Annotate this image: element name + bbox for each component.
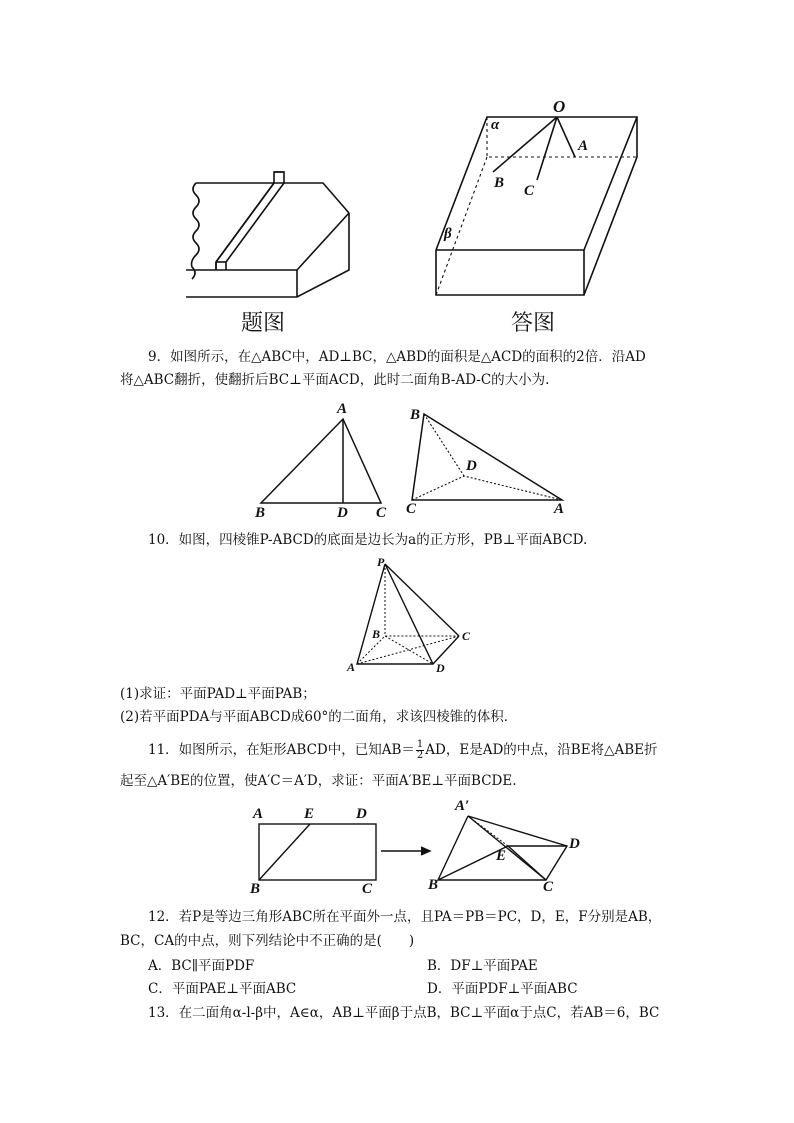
q9-fold-label-C: C bbox=[406, 501, 417, 517]
q9-label-C: C bbox=[376, 505, 387, 521]
q9-line-1: 9．如图所示，在△ABC中，AD⊥BC，△ABD的面积是△ACD的面积的2倍．沿AD bbox=[148, 349, 646, 365]
q11-fold-label-E: E bbox=[496, 848, 507, 864]
q9-label-B: B bbox=[255, 505, 266, 521]
q11-line-1-end: AD，E是AD的中点，沿BE将△ABE折 bbox=[425, 742, 658, 758]
q12-line-1: 12．若P是等边三角形ABC所在平面外一点，且PA＝PB＝PC，D，E，F分别是AB， bbox=[148, 909, 662, 925]
label-O: O bbox=[553, 97, 566, 116]
q13-line-1: 13．在二面角α-l-β中，A∈α，AB⊥平面β于点B，BC⊥平面α于点C，若AB＝6，BC bbox=[148, 1005, 660, 1021]
q11-fraction-numerator: 1 bbox=[416, 739, 424, 750]
q11-fold-label-A1: A′ bbox=[455, 798, 470, 814]
q10-label-C: C bbox=[462, 629, 471, 643]
figure-caption-answer: 答图 bbox=[511, 311, 556, 336]
q12-option-B: B．DF⊥平面PAE bbox=[427, 958, 538, 974]
q9-label-A: A bbox=[337, 401, 348, 417]
q10-label-P: P bbox=[377, 555, 385, 569]
q11-label-E: E bbox=[304, 806, 315, 822]
q12-line-2: BC，CA的中点，则下列结论中不正确的是( ) bbox=[120, 933, 415, 949]
q11-fold-label-B: B bbox=[428, 877, 439, 893]
label-beta: β bbox=[444, 226, 452, 242]
q11-line-2: 起至△A′BE的位置，使A′C＝A′D，求证：平面A′BE⊥平面BCDE. bbox=[120, 773, 517, 789]
q9-fold-label-D: D bbox=[466, 458, 477, 474]
q11-fraction-denominator: 2 bbox=[416, 750, 424, 761]
label-A: A bbox=[578, 138, 589, 154]
q12-option-D: D．平面PDF⊥平面ABC bbox=[427, 981, 578, 997]
q11-label-D: D bbox=[356, 806, 367, 822]
label-C: C bbox=[524, 183, 535, 199]
q12-option-A: A．BC∥平面PDF bbox=[148, 958, 255, 974]
q10-label-B: B bbox=[372, 627, 381, 641]
q11-fold-label-D: D bbox=[569, 836, 580, 852]
q10-label-D: D bbox=[436, 661, 445, 675]
q11-line-1-start: 11．如图所示，在矩形ABCD中，已知AB＝ bbox=[148, 742, 415, 758]
q9-line-2: 将△ABC翻折，使翻折后BC⊥平面ACD，此时二面角B-AD-C的大小为. bbox=[120, 372, 550, 388]
figure-caption-problem: 题图 bbox=[241, 311, 286, 336]
q9-fold-label-B: B bbox=[410, 407, 421, 423]
q12-option-C: C．平面PAE⊥平面ABC bbox=[148, 981, 297, 997]
q10-part-1: (1)求证：平面PAD⊥平面PAB； bbox=[120, 686, 316, 702]
q11-label-C: C bbox=[362, 881, 373, 897]
label-alpha: α bbox=[491, 117, 500, 133]
q11-label-B: B bbox=[250, 881, 261, 897]
q11-fold-label-C: C bbox=[543, 879, 554, 895]
q11-label-A: A bbox=[253, 806, 264, 822]
q10-part-2: (2)若平面PDA与平面ABCD成60°的二面角，求该四棱锥的体积． bbox=[120, 709, 518, 725]
label-B: B bbox=[494, 175, 505, 191]
q10-line-1: 10．如图，四棱锥P-ABCD的底面是边长为a的正方形，PB⊥平面ABCD. bbox=[148, 532, 588, 548]
q10-label-A: A bbox=[347, 660, 356, 674]
q9-label-D: D bbox=[337, 505, 348, 521]
q9-fold-label-A: A bbox=[554, 501, 565, 517]
